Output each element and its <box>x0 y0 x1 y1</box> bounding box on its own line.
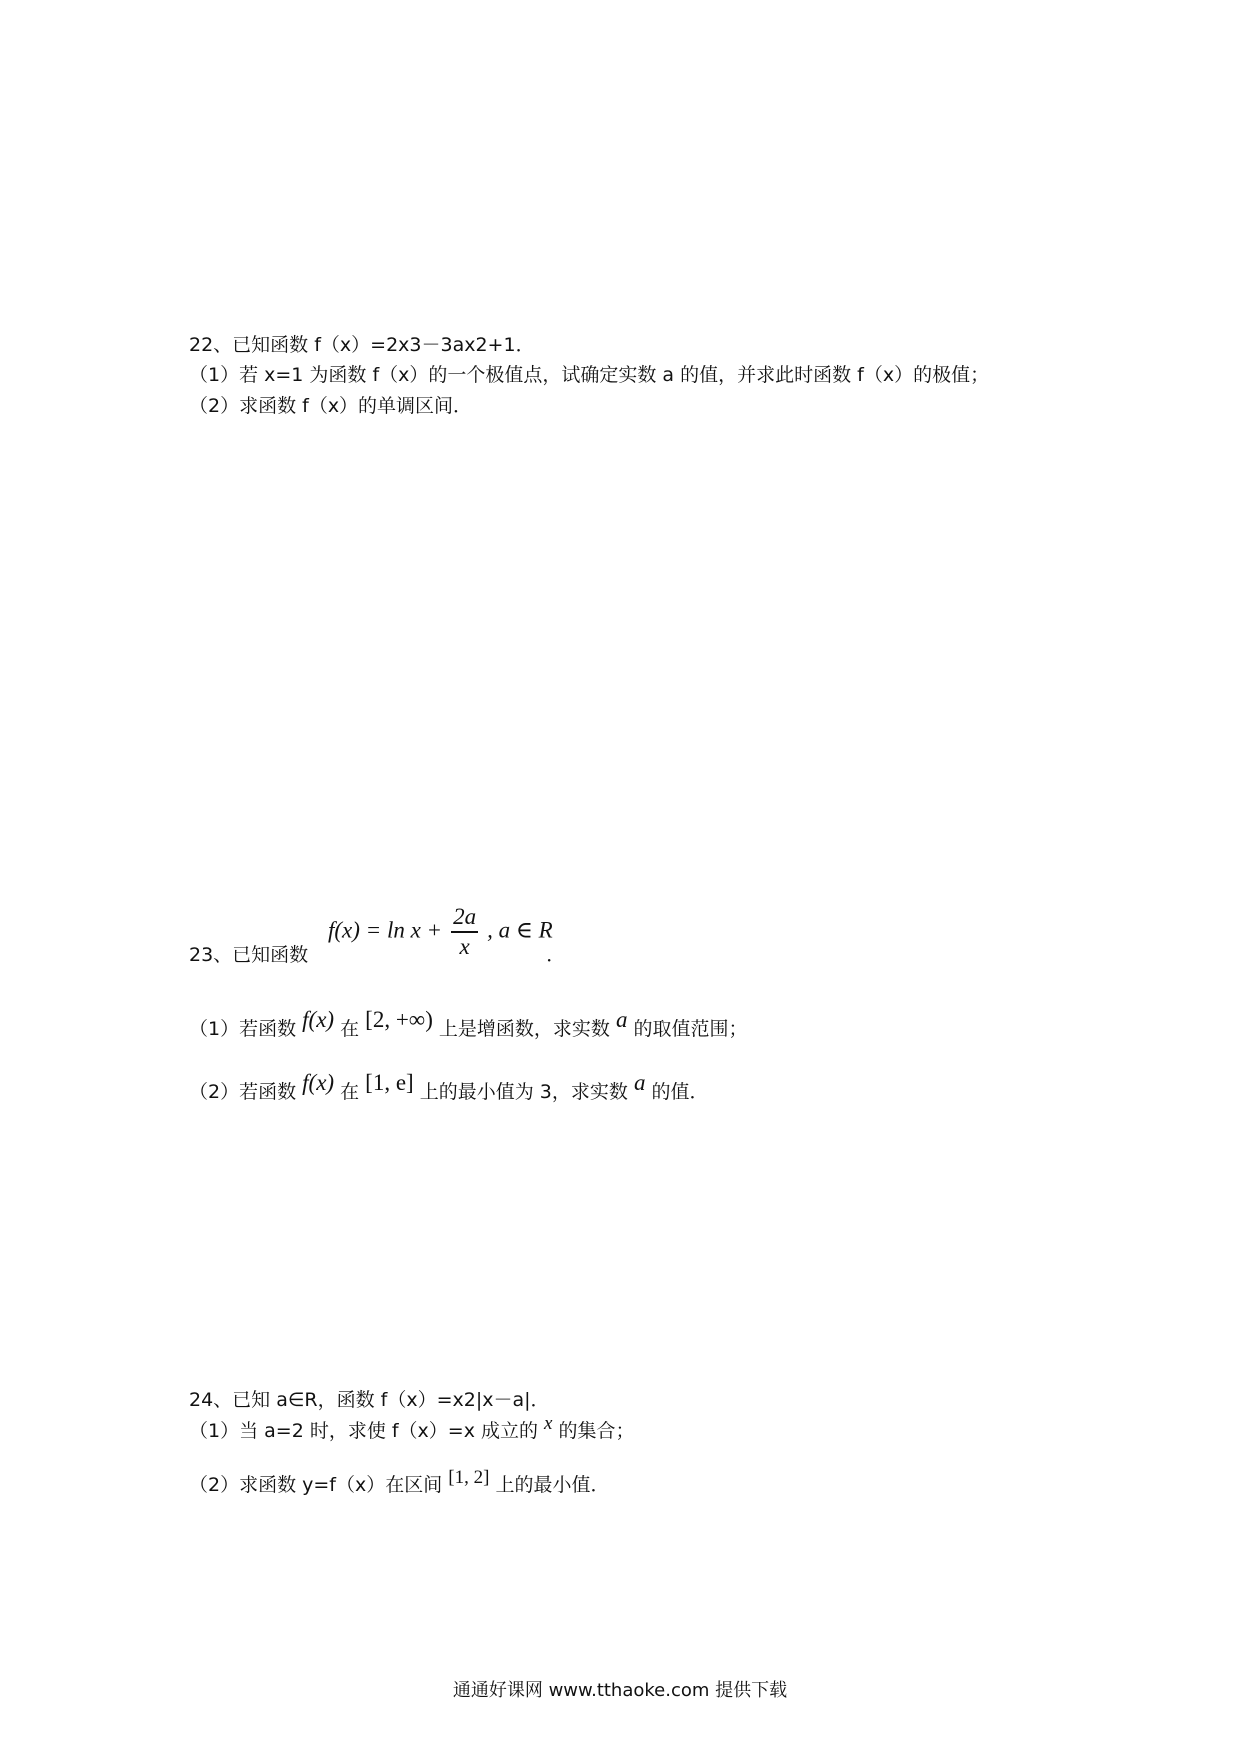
q23-p2-interval: [1, e] <box>365 1070 414 1095</box>
q24-p2-text: （2）求函数 y=f（x）在区间 <box>189 1474 443 1496</box>
q23-p1-prefix: （1）若函数 <box>189 1018 297 1040</box>
q23-p1-in: 在 <box>340 1018 360 1040</box>
q23-formula-lhs: f(x) = ln x + <box>328 917 443 943</box>
q23-p2-fx: f(x) <box>302 1070 335 1095</box>
q23-formula-numerator: 2a <box>451 903 478 933</box>
q23-formula-tail: , a ∈ R <box>487 917 553 943</box>
q23-p1-a: a <box>615 1007 628 1032</box>
q24-stem: 24、已知 a∈R，函数 f（x）=x2|x－a|． <box>189 1389 550 1411</box>
q23-p2-mid: 上的最小值为 3，求实数 <box>419 1081 628 1103</box>
q23-part2 <box>189 1070 709 1105</box>
q24-p2-interval: [1, 2] <box>448 1467 490 1488</box>
q24-p1-x: x <box>544 1413 553 1434</box>
q23-p2-end: 的值． <box>651 1081 709 1103</box>
q22-part1: （1）若 x=1 为函数 f（x）的一个极值点，试确定实数 a 的值，并求此时函数 f（x）的极值； <box>189 364 990 386</box>
q24-p1-text: （1）当 a=2 时，求使 f（x）=x 成立的 <box>189 1420 538 1442</box>
q24-p1-end: 的集合； <box>558 1420 635 1442</box>
q23-p1-mid: 上是增函数，求实数 <box>438 1018 610 1040</box>
q22-stem: 22、已知函数 f（x）=2x3－3ax2+1． <box>189 334 535 356</box>
q23-p1-end: 的取值范围； <box>633 1018 748 1040</box>
page-footer: 通通好课网 www.tthaoke.com 提供下载 <box>452 1680 788 1701</box>
q23-p2-prefix: （2）若函数 <box>189 1081 297 1103</box>
q23-p2-in: 在 <box>340 1081 360 1103</box>
q22-part2: （2）求函数 f（x）的单调区间． <box>189 395 473 417</box>
q24-part1 <box>189 1413 635 1445</box>
q23-p1-interval: [2, +∞) <box>365 1007 433 1032</box>
q23-stem-prefix: 23、已知函数 <box>189 944 309 966</box>
q23-p2-a: a <box>633 1070 646 1095</box>
q24-part2 <box>189 1467 610 1499</box>
q23-p1-fx: f(x) <box>302 1007 335 1032</box>
q23-part1 <box>189 1007 748 1042</box>
q23-formula-denominator: x <box>459 934 470 959</box>
q24-p2-end: 上的最小值． <box>495 1474 610 1496</box>
q23-stem-end: ． <box>546 944 566 966</box>
q23-stem <box>189 942 565 968</box>
